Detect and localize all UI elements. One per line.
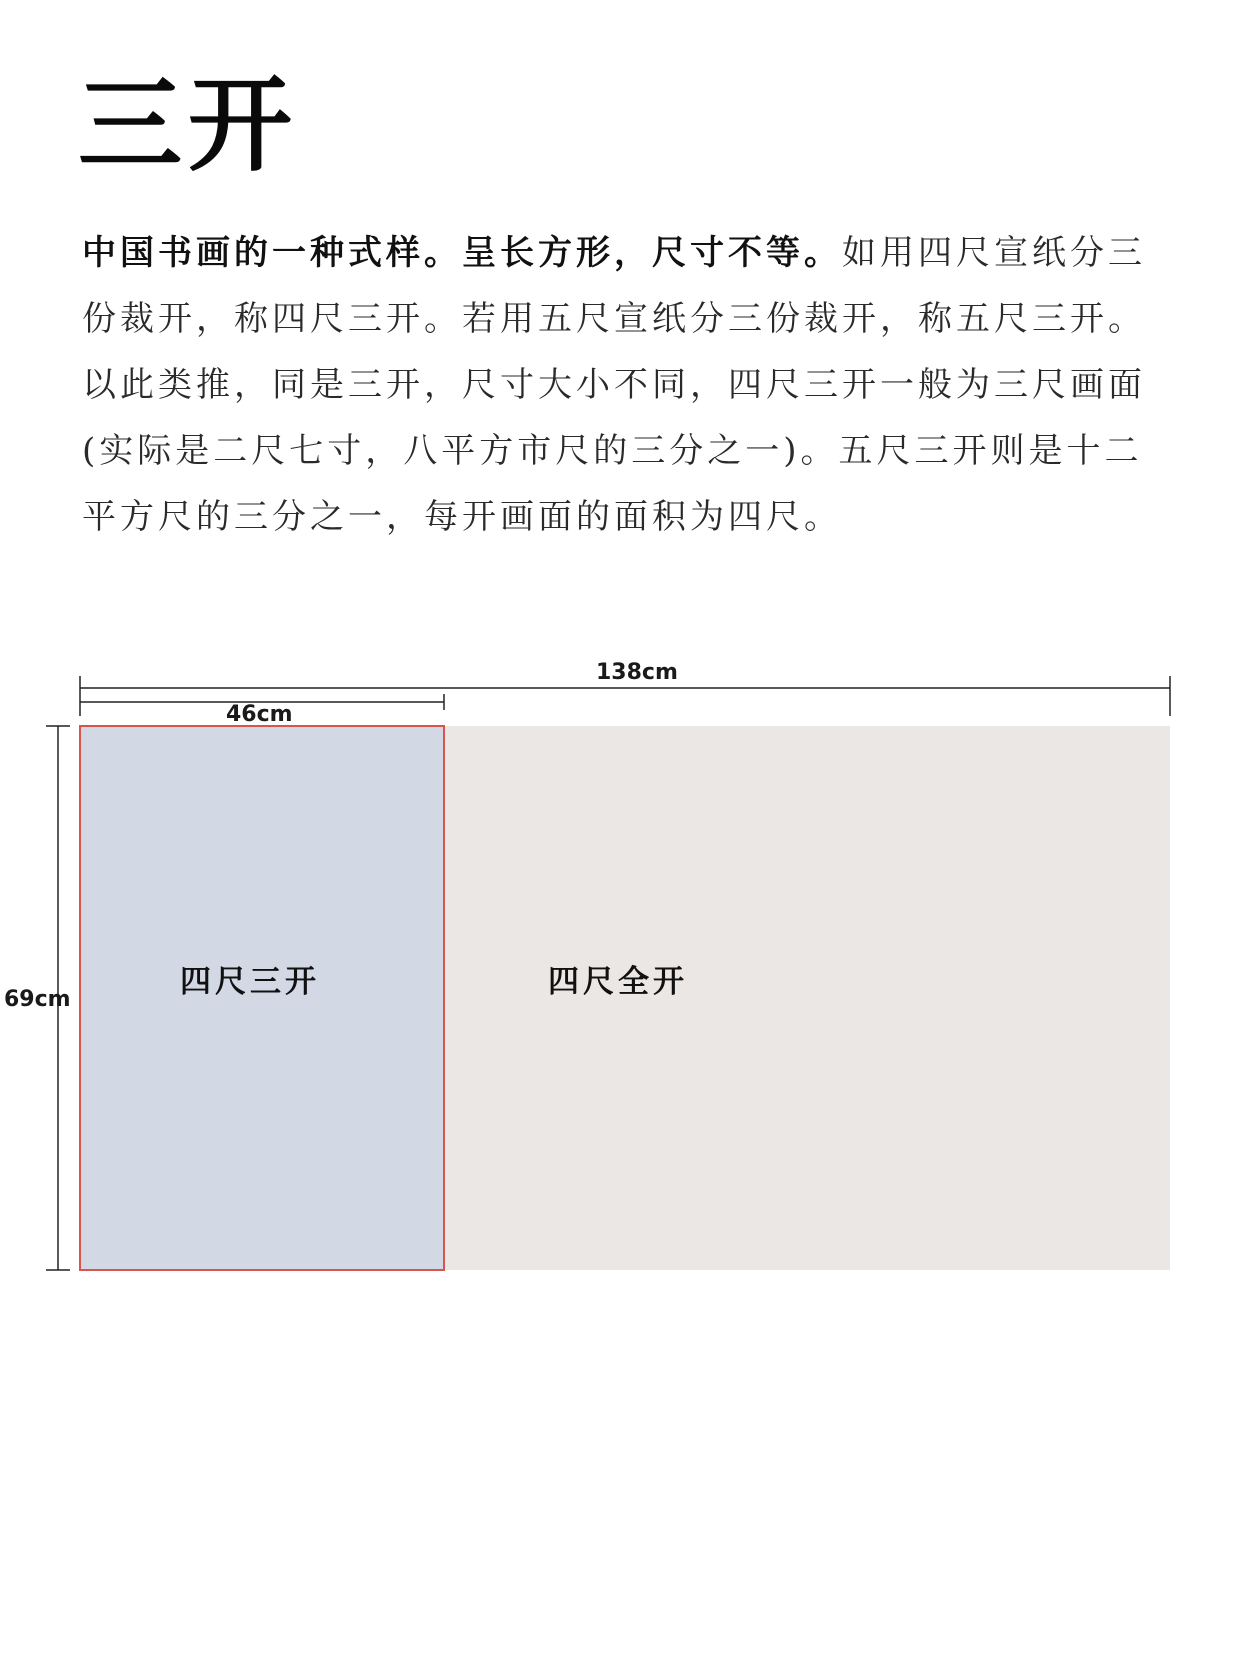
description-paragraph <box>82 220 1172 550</box>
description-body: 如用四尺宣纸分三份裁开，称四尺三开。若用五尺宣纸分三份裁开，称五尺三开。以此类推，同是三开，尺寸大小不同，四尺三开一般为三尺画面(实际是二尺七寸，八平方市尺的三分之一)。五尺三开则是十二平方尺的三分之一，每开画面的面积为四尺。 <box>82 233 1146 537</box>
third-sheet-label: 四尺三开 <box>180 964 320 1000</box>
third-width-label: 46cm <box>226 702 293 727</box>
description-lead: 中国书画的一种式样。呈长方形，尺寸不等。 <box>82 233 842 273</box>
full-width-label: 138cm <box>596 660 678 685</box>
paper-size-diagram <box>0 660 1242 1300</box>
height-label: 69cm <box>4 987 71 1012</box>
full-sheet-label: 四尺全开 <box>548 964 688 1000</box>
page-title: 三开 <box>78 64 299 186</box>
